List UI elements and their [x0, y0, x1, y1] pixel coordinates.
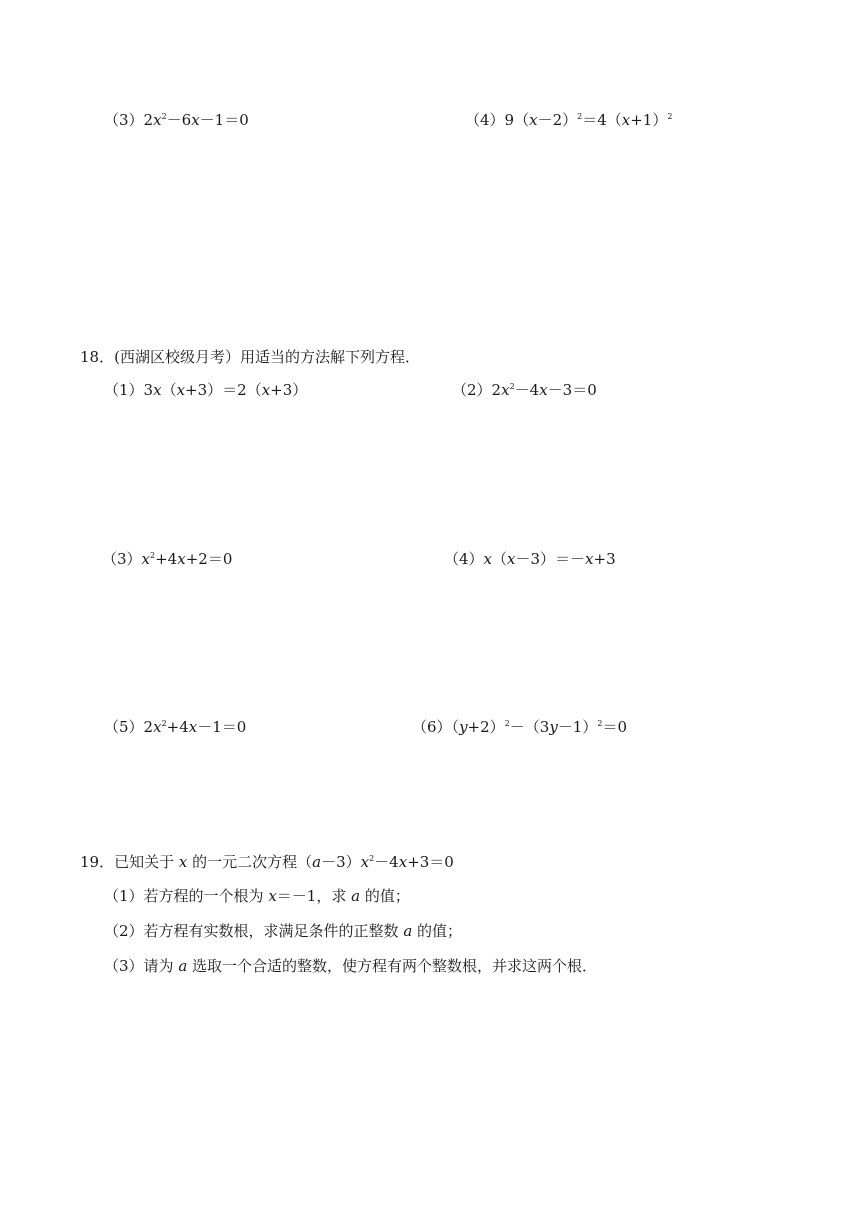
eq-exponent: 2 — [161, 112, 167, 121]
eq-var: x — [188, 718, 198, 736]
text-part: ＝－1，求 — [276, 887, 352, 905]
q18-equation-3 — [102, 549, 232, 569]
eq-exponent: 2 — [597, 719, 603, 728]
eq-exponent: 2 — [150, 551, 156, 560]
eq-var: a — [312, 853, 322, 871]
eq-var: x — [153, 111, 162, 129]
eq-var: x — [141, 550, 151, 568]
equation-3-top — [104, 110, 249, 130]
eq-exponent: 2 — [509, 382, 515, 391]
eq-part: －2） — [537, 111, 578, 129]
eq-var: x — [529, 111, 538, 129]
q18-equation-2 — [452, 380, 597, 400]
eq-part: －（3 — [509, 718, 550, 736]
eq-part: 2 — [143, 718, 154, 736]
text-part: （1）若方程的一个根为 — [104, 887, 269, 905]
eq-part: －3＝0 — [547, 381, 597, 399]
question-18-heading: 18．(西湖区校级月考）用适当的方法解下列方程． — [80, 348, 420, 366]
q18-equation-6 — [412, 717, 627, 737]
eq-var: x — [176, 381, 186, 399]
eq-part: （ — [492, 550, 508, 568]
eq-part: －1＝0 — [197, 718, 247, 736]
text-part: －3） — [321, 853, 361, 871]
eq-part: 2 — [143, 111, 154, 129]
eq-var: x — [360, 853, 370, 871]
text-part: 19．已知关于 — [80, 853, 179, 871]
eq-var: a — [178, 957, 188, 975]
eq-exponent: 2 — [667, 112, 673, 121]
eq-part: －1） — [557, 718, 598, 736]
eq-part: +1） — [630, 111, 668, 129]
eq-var: a — [351, 887, 361, 905]
eq-part: （ — [161, 381, 177, 399]
eq-part: +2） — [467, 718, 505, 736]
eq-part: －4 — [514, 381, 540, 399]
problem-label: （2） — [452, 381, 492, 399]
eq-part: +3）＝2（ — [185, 381, 262, 399]
eq-part: +4 — [155, 550, 178, 568]
eq-var: x — [178, 853, 188, 871]
eq-part: 2 — [491, 381, 502, 399]
text-part: 的一元二次方程（ — [187, 853, 313, 871]
text-part: －4 — [374, 853, 399, 871]
text-part: 选取一个合适的整数，使方程有两个整数根，并求这两个根． — [187, 957, 598, 975]
q19-subquestion-3 — [104, 956, 597, 976]
question-19-heading — [80, 852, 454, 872]
q18-equation-5 — [104, 717, 246, 737]
problem-label: （5） — [104, 718, 144, 736]
eq-var: x — [483, 550, 493, 568]
eq-var: x — [268, 887, 277, 905]
text-part: （2）若方程有实数根，求满足条件的正整数 — [104, 922, 404, 940]
eq-part: +3 — [593, 550, 616, 568]
text-part: +3＝0 — [407, 853, 454, 871]
q19-subquestion-1 — [104, 886, 410, 906]
eq-part: +4 — [166, 718, 189, 736]
eq-part: －3）＝－ — [515, 550, 586, 568]
eq-var: x — [585, 550, 594, 568]
eq-var: x — [153, 381, 162, 399]
problem-label: （6） — [412, 718, 452, 736]
eq-var: x — [191, 111, 200, 129]
text-part: 的值； — [360, 887, 410, 905]
eq-part: ＝0 — [602, 718, 627, 736]
eq-var: x — [177, 550, 186, 568]
eq-part: （ — [451, 718, 460, 736]
eq-part: －6 — [166, 111, 192, 129]
eq-var: x — [153, 718, 162, 736]
q19-subquestion-2 — [104, 921, 462, 941]
eq-var: a — [403, 922, 413, 940]
eq-part: 3 — [143, 381, 154, 399]
eq-var: x — [398, 853, 408, 871]
q18-equation-4 — [444, 549, 616, 569]
eq-var: y — [549, 718, 558, 736]
equation-4-top — [465, 110, 672, 130]
eq-var: x — [261, 381, 271, 399]
eq-exponent: 2 — [504, 719, 510, 728]
problem-label: （1） — [104, 381, 144, 399]
eq-var: x — [539, 381, 548, 399]
q18-equation-1 — [104, 380, 307, 400]
eq-var: x — [621, 111, 631, 129]
eq-part: ＝4（ — [582, 111, 622, 129]
eq-part: +2＝0 — [185, 550, 233, 568]
eq-var: x — [507, 550, 516, 568]
eq-part: 9（ — [504, 111, 530, 129]
problem-label: （3） — [104, 111, 144, 129]
eq-exponent: 2 — [161, 719, 167, 728]
text-part: （3）请为 — [104, 957, 179, 975]
eq-var: y — [459, 718, 468, 736]
problem-label: （4） — [444, 550, 484, 568]
eq-part: －1＝0 — [199, 111, 249, 129]
text-part: 的值； — [412, 922, 463, 940]
eq-exponent: 2 — [577, 112, 583, 121]
problem-label: （3） — [102, 550, 142, 568]
eq-exponent: 2 — [369, 854, 375, 863]
eq-var: x — [501, 381, 510, 399]
problem-label: （4） — [465, 111, 505, 129]
eq-part: +3） — [270, 381, 308, 399]
